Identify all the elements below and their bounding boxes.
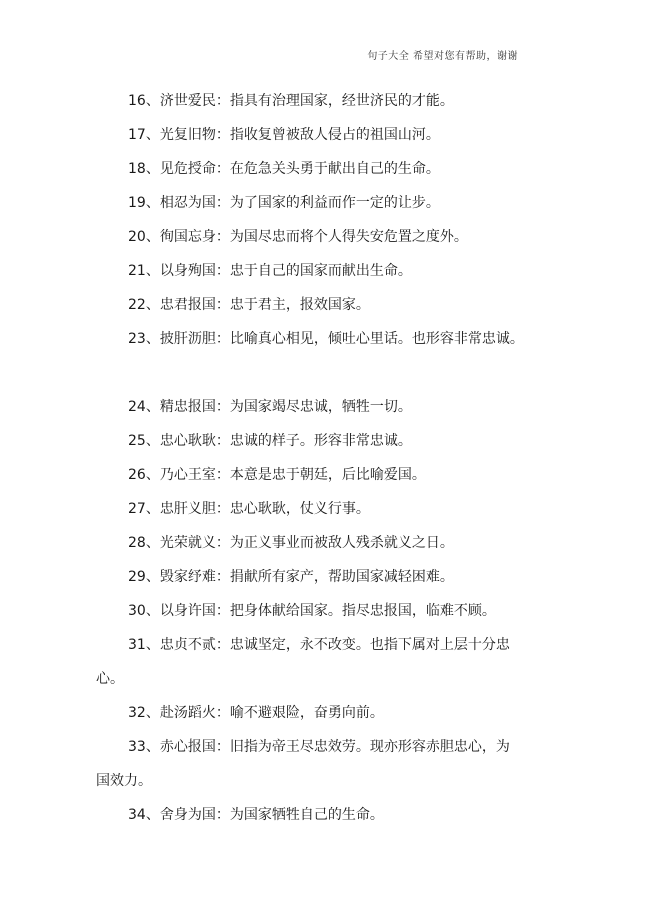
idiom-entry: 34、舍身为国：为国家牺牲自己的生命。 <box>128 807 384 823</box>
idiom-entry-continuation: 心。 <box>96 671 124 687</box>
idiom-entry: 18、见危授命：在危急关头勇于献出自己的生命。 <box>128 161 440 177</box>
idiom-entry: 26、乃心王室：本意是忠于朝廷，后比喻爱国。 <box>128 467 426 483</box>
idiom-entry: 20、徇国忘身：为国尽忠而将个人得失安危置之度外。 <box>128 229 468 245</box>
idiom-entry: 27、忠肝义胆：忠心耿耿，仗义行事。 <box>128 501 370 517</box>
idiom-entry: 24、精忠报国：为国家竭尽忠诚，牺牲一切。 <box>128 399 412 415</box>
idiom-entry: 23、披肝沥胆：比喻真心相见，倾吐心里话。也形容非常忠诚。 <box>128 331 524 347</box>
idiom-entry: 31、忠贞不贰：忠诚坚定，永不改变。也指下属对上层十分忠 <box>128 637 510 653</box>
idiom-entry: 25、忠心耿耿：忠诚的样子。形容非常忠诚。 <box>128 433 412 449</box>
idiom-entry: 28、光荣就义：为正义事业而被敌人残杀就义之日。 <box>128 535 454 551</box>
idiom-entry: 19、相忍为国：为了国家的利益而作一定的让步。 <box>128 195 440 211</box>
idiom-entry: 30、以身许国：把身体献给国家。指尽忠报国，临难不顾。 <box>128 603 496 619</box>
idiom-entry-continuation: 国效力。 <box>96 773 152 789</box>
idiom-entry: 22、忠君报国：忠于君主，报效国家。 <box>128 297 370 313</box>
idiom-entry: 33、赤心报国：旧指为帝王尽忠效劳。现亦形容赤胆忠心，为 <box>128 739 510 755</box>
idiom-entry: 21、以身殉国：忠于自己的国家而献出生命。 <box>128 263 412 279</box>
paragraph-gap <box>96 356 566 390</box>
idiom-entry: 16、济世爱民：指具有治理国家，经世济民的才能。 <box>128 93 454 109</box>
idiom-entry: 32、赴汤蹈火：喻不避艰险，奋勇向前。 <box>128 705 384 721</box>
idiom-entry: 17、光复旧物：指收复曾被敌人侵占的祖国山河。 <box>128 127 440 143</box>
document-body <box>96 84 566 832</box>
idiom-entry: 29、毁家纾难：捐献所有家产，帮助国家减轻困难。 <box>128 569 454 585</box>
page-header: 句子大全 希望对您有帮助，谢谢 <box>367 51 518 62</box>
